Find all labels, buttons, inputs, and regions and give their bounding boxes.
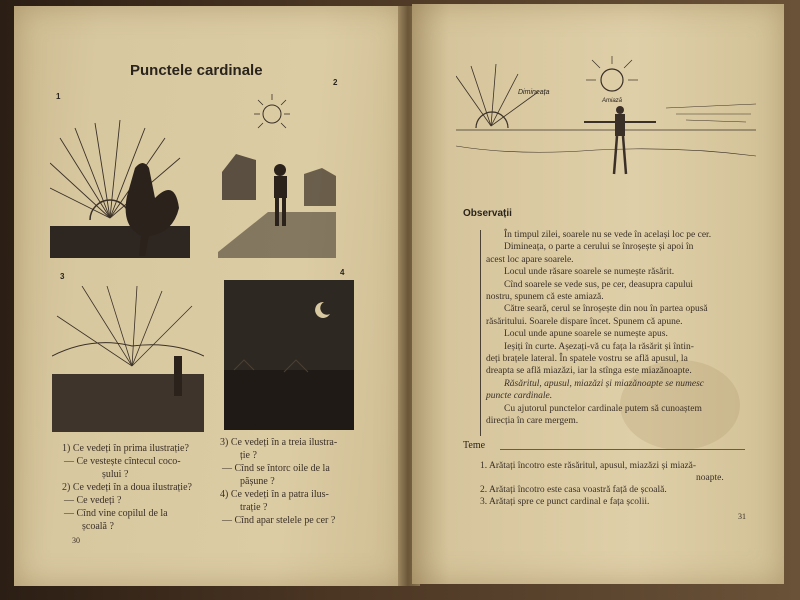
observatii-line: Cînd soarele se vede sus, pe cer, deasupra capului <box>504 279 694 290</box>
observatii-line: răsăritului. Soarele dispare încet. Spunem că apune. <box>486 316 683 327</box>
teme-item: 1. Arătați încotro este răsăritul, apusul, miazăzi și miază- <box>480 461 697 471</box>
observatii-line: Dimineața, o parte a cerului se înroșește și apoi în <box>504 242 694 253</box>
question-line: 1) Ce vedeți în prima ilustrație? <box>62 443 189 454</box>
night-village-illustration <box>224 280 354 430</box>
page-number: 31 <box>738 512 746 521</box>
question-line: 2) Ce vedeți în a doua ilustrație? <box>62 482 192 493</box>
observatii-line: nostru, spunem că este amiază. <box>486 292 604 303</box>
question-line: 3) Ce vedeți în a treia ilustra- <box>220 437 338 448</box>
question-line: școală ? <box>82 521 114 532</box>
teme-item: 3. Arătați spre ce punct cardinal e fața școlii. <box>480 497 650 507</box>
observatii-line: puncte cardinale. <box>486 391 553 402</box>
question-line: — Cînd apar stelele pe cer ? <box>222 515 336 526</box>
question-line: — Ce vedeți ? <box>64 495 122 506</box>
figure-number: 1 <box>56 92 61 101</box>
observatii-line: Locul unde apune soarele se numește apus. <box>504 329 668 340</box>
observatii-text <box>486 229 711 428</box>
observatii-line: direcția în care mergem. <box>486 416 579 427</box>
teme-divider <box>500 449 745 450</box>
question-line: — Cînd vine copilul de la <box>64 508 168 519</box>
observatii-line: Cu ajutorul punctelor cardinale putem să cunoaștem <box>504 403 702 414</box>
boy-walking-illustration <box>218 92 336 258</box>
page-title: Punctele cardinale <box>130 62 263 79</box>
observatii-line: acest loc apare soarele. <box>486 254 574 265</box>
figure-number: 4 <box>340 268 345 277</box>
observatii-line: Răsăritul, apusul, miazăzi și miazănoapte se numesc <box>504 378 705 389</box>
question-line: pășune ? <box>240 476 275 487</box>
sunset-sheep-illustration <box>52 286 204 432</box>
observatii-line: În timpul zilei, soarele nu se vede în același loc pe cer. <box>504 230 712 240</box>
teme-item: noapte. <box>696 473 724 483</box>
observatii-line: Ieșiți în curte. Așezați-vă cu fața la răsărit și întin- <box>504 341 694 352</box>
teme-item: 2. Arătați încotro este casa voastră față de școală. <box>480 485 667 495</box>
teme-heading: Teme <box>463 440 486 451</box>
figure-number: 2 <box>333 78 338 87</box>
question-line: — Ce vestește cîntecul coco- <box>64 456 181 467</box>
observatii-line: Locul unde răsare soarele se numește răsărit. <box>504 267 675 278</box>
header-label-center: Amiază <box>602 98 623 104</box>
figure-number: 3 <box>60 272 65 281</box>
margin-rule <box>480 230 481 436</box>
observatii-heading: Observații <box>463 208 512 219</box>
question-line: șului ? <box>102 469 129 480</box>
teme-list <box>480 460 724 508</box>
header-label-left: Dimineața <box>518 89 550 96</box>
question-line: — Cînd se întorc oile de la <box>222 463 330 474</box>
page-number: 30 <box>72 536 80 545</box>
question-line: 4) Ce vedeți în a patra ilus- <box>220 489 329 500</box>
sunrise-rooster-illustration <box>50 108 190 258</box>
observatii-line: Către seară, cerul se înroșește din nou în partea opusă <box>504 304 708 315</box>
cardinal-points-illustration <box>456 56 756 186</box>
question-line: trație ? <box>240 502 268 513</box>
observatii-line: dreapta se află miazăzi, iar la stînga este miazănoapte. <box>486 366 692 377</box>
question-line: ție ? <box>240 450 257 461</box>
observatii-line: deți brațele lateral. În spatele vostru se află apusul, la <box>486 354 688 365</box>
